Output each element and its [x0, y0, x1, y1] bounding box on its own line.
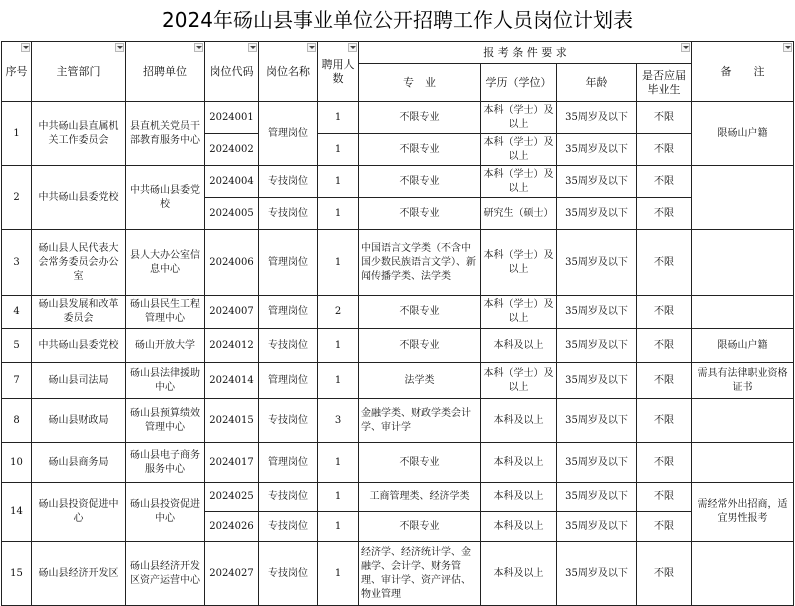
cell-major: 不限专业 [359, 329, 481, 363]
cell-name: 专技岗位 [259, 198, 318, 230]
header-name[interactable]: 岗位名称 [259, 42, 318, 102]
cell-name: 专技岗位 [259, 166, 318, 198]
cell-code: 2024012 [205, 329, 259, 363]
cell-age: 35周岁及以下 [557, 443, 637, 483]
cell-edu: 本科及以上 [481, 483, 557, 512]
cell-age: 35周岁及以下 [557, 329, 637, 363]
cell-major: 经济学、经济统计学、金融学、会计学、财务管理、审计学、资产评估、物业管理 [359, 542, 481, 606]
cell-age: 35周岁及以下 [557, 230, 637, 296]
cell-note [692, 296, 794, 329]
cell-code: 2024015 [205, 399, 259, 443]
cell-note [692, 166, 794, 230]
page-title: 2024年砀山县事业单位公开招聘工作人员岗位计划表 [162, 8, 633, 32]
cell-code: 2024002 [205, 134, 259, 166]
cell-age: 35周岁及以下 [557, 102, 637, 134]
header-edu: 学历（学位） [481, 64, 557, 102]
cell-fresh: 不限 [637, 166, 692, 198]
cell-code: 2024006 [205, 230, 259, 296]
cell-major: 不限专业 [359, 166, 481, 198]
cell-age: 35周岁及以下 [557, 198, 637, 230]
cell-code: 2024001 [205, 102, 259, 134]
cell-name: 管理岗位 [259, 443, 318, 483]
cell-code: 2024014 [205, 363, 259, 399]
cell-count: 1 [318, 483, 359, 512]
header-fresh: 是否应届毕业生 [637, 64, 692, 102]
cell-unit: 砀山县法律援助中心 [126, 363, 205, 399]
filter-dropdown-icon[interactable] [194, 43, 203, 52]
cell-unit: 县人大办公室信息中心 [126, 230, 205, 296]
cell-name: 专技岗位 [259, 329, 318, 363]
cell-code: 2024025 [205, 483, 259, 512]
cell-fresh: 不限 [637, 399, 692, 443]
cell-seq: 5 [2, 329, 32, 363]
cell-code: 2024026 [205, 512, 259, 542]
cell-fresh: 不限 [637, 102, 692, 134]
cell-unit: 砀山县民生工程管理中心 [126, 296, 205, 329]
cell-count: 1 [318, 134, 359, 166]
filter-dropdown-icon[interactable] [783, 43, 792, 52]
cell-code: 2024005 [205, 198, 259, 230]
table-row [2, 399, 794, 443]
cell-edu: 本科及以上 [481, 512, 557, 542]
cell-fresh: 不限 [637, 542, 692, 606]
filter-dropdown-icon[interactable] [115, 43, 124, 52]
cell-edu: 本科（学士）及以上 [481, 102, 557, 134]
cell-dept: 砀山县人民代表大会常务委员会办公室 [32, 230, 126, 296]
cell-name: 管理岗位 [259, 296, 318, 329]
cell-note: 限砀山户籍 [692, 329, 794, 363]
cell-fresh: 不限 [637, 134, 692, 166]
cell-dept: 砀山县司法局 [32, 363, 126, 399]
header-code[interactable]: 岗位代码 [205, 42, 259, 102]
cell-major: 不限专业 [359, 102, 481, 134]
table-row [2, 329, 794, 363]
header-dept[interactable]: 主管部门 [32, 42, 126, 102]
cell-fresh: 不限 [637, 512, 692, 542]
cell-count: 2 [318, 296, 359, 329]
cell-fresh: 不限 [637, 443, 692, 483]
cell-count: 3 [318, 399, 359, 443]
cell-edu: 本科及以上 [481, 542, 557, 606]
cell-count: 1 [318, 329, 359, 363]
cell-note [692, 230, 794, 296]
cell-dept: 砀山县投资促进中心 [32, 483, 126, 542]
cell-edu: 本科（学士）及以上 [481, 363, 557, 399]
cell-dept: 砀山县发展和改革委员会 [32, 296, 126, 329]
header-age: 年龄 [557, 64, 637, 102]
cell-edu: 研究生（硕士） [481, 198, 557, 230]
cell-count: 1 [318, 166, 359, 198]
cell-dept: 砀山县经济开发区 [32, 542, 126, 606]
cell-fresh: 不限 [637, 230, 692, 296]
cell-major: 不限专业 [359, 512, 481, 542]
cell-code: 2024017 [205, 443, 259, 483]
cell-age: 35周岁及以下 [557, 296, 637, 329]
filter-dropdown-icon[interactable] [681, 43, 690, 52]
filter-dropdown-icon[interactable] [348, 43, 357, 52]
cell-note: 需经常外出招商，适宜男性报考 [692, 483, 794, 542]
cell-age: 35周岁及以下 [557, 166, 637, 198]
cell-seq: 8 [2, 399, 32, 443]
cell-dept: 中共砀山县委党校 [32, 329, 126, 363]
cell-dept: 砀山县商务局 [32, 443, 126, 483]
cell-edu: 本科（学士）及以上 [481, 230, 557, 296]
cell-major: 金融学类、财政学类会计学、审计学 [359, 399, 481, 443]
table-row [2, 166, 794, 198]
cell-major: 工商管理类、经济学类 [359, 483, 481, 512]
cell-dept: 中共砀山县直属机关工作委员会 [32, 102, 126, 166]
cell-fresh: 不限 [637, 296, 692, 329]
cell-count: 1 [318, 512, 359, 542]
table-row [2, 296, 794, 329]
cell-seq: 2 [2, 166, 32, 230]
cell-count: 1 [318, 198, 359, 230]
cell-fresh: 不限 [637, 198, 692, 230]
cell-count: 1 [318, 102, 359, 134]
cell-edu: 本科（学士）及以上 [481, 134, 557, 166]
cell-seq: 4 [2, 296, 32, 329]
cell-edu: 本科（学士）及以上 [481, 166, 557, 198]
table-row [2, 483, 794, 512]
job-plan-table [1, 41, 794, 606]
cell-edu: 本科及以上 [481, 443, 557, 483]
cell-fresh: 不限 [637, 483, 692, 512]
cell-unit: 砀山县电子商务服务中心 [126, 443, 205, 483]
cell-unit: 砀山县投资促进中心 [126, 483, 205, 542]
cell-dept: 中共砀山县委党校 [32, 166, 126, 230]
header-count[interactable]: 聘用人数 [318, 42, 359, 102]
cell-note: 限砀山户籍 [692, 102, 794, 166]
cell-count: 1 [318, 443, 359, 483]
cell-name: 专技岗位 [259, 512, 318, 542]
filter-dropdown-icon[interactable] [21, 43, 30, 52]
cell-edu: 本科及以上 [481, 399, 557, 443]
cell-name: 专技岗位 [259, 483, 318, 512]
cell-note [692, 443, 794, 483]
cell-name: 专技岗位 [259, 542, 318, 606]
cell-note [692, 399, 794, 443]
cell-code: 2024004 [205, 166, 259, 198]
cell-name: 专技岗位 [259, 399, 318, 443]
cell-major: 不限专业 [359, 296, 481, 329]
cell-major: 中国语言文学类（不含中国少数民族语言文学）、新闻传播学类、法学类 [359, 230, 481, 296]
cell-edu: 本科及以上 [481, 329, 557, 363]
header-major: 专 业 [359, 64, 481, 102]
table-row [2, 102, 794, 134]
filter-dropdown-icon[interactable] [248, 43, 257, 52]
cell-edu: 本科（学士）及以上 [481, 296, 557, 329]
cell-seq: 15 [2, 542, 32, 606]
cell-fresh: 不限 [637, 329, 692, 363]
cell-name: 管理岗位 [259, 230, 318, 296]
cell-code: 2024007 [205, 296, 259, 329]
cell-fresh: 不限 [637, 363, 692, 399]
cell-dept: 砀山县财政局 [32, 399, 126, 443]
table-row [2, 230, 794, 296]
cell-unit: 砀山开放大学 [126, 329, 205, 363]
cell-age: 35周岁及以下 [557, 134, 637, 166]
table-row [2, 443, 794, 483]
table-row [2, 542, 794, 606]
cell-note: 需具有法律职业资格证书 [692, 363, 794, 399]
cell-major: 不限专业 [359, 134, 481, 166]
cell-major: 不限专业 [359, 443, 481, 483]
cell-age: 35周岁及以下 [557, 512, 637, 542]
cell-age: 35周岁及以下 [557, 542, 637, 606]
cell-major: 法学类 [359, 363, 481, 399]
cell-count: 1 [318, 230, 359, 296]
cell-count: 1 [318, 363, 359, 399]
cell-unit: 县直机关党员干部教育服务中心 [126, 102, 205, 166]
header-seq[interactable]: 序号 [2, 42, 32, 102]
cell-seq: 14 [2, 483, 32, 542]
cell-seq: 10 [2, 443, 32, 483]
cell-unit: 砀山县预算绩效管理中心 [126, 399, 205, 443]
header-conditions[interactable]: 报 考 条 件 要 求 [359, 42, 692, 64]
cell-name: 管理岗位 [259, 363, 318, 399]
cell-age: 35周岁及以下 [557, 399, 637, 443]
cell-unit: 砀山县经济开发区资产运营中心 [126, 542, 205, 606]
header-note[interactable]: 备 注 [692, 42, 794, 102]
cell-name: 管理岗位 [259, 102, 318, 166]
header-unit[interactable]: 招聘单位 [126, 42, 205, 102]
cell-code: 2024027 [205, 542, 259, 606]
cell-major: 不限专业 [359, 198, 481, 230]
cell-seq: 1 [2, 102, 32, 166]
filter-dropdown-icon[interactable] [307, 43, 316, 52]
cell-unit: 中共砀山县委党校 [126, 166, 205, 230]
cell-count: 1 [318, 542, 359, 606]
table-row [2, 363, 794, 399]
cell-seq: 3 [2, 230, 32, 296]
cell-note [692, 542, 794, 606]
cell-age: 35周岁及以下 [557, 483, 637, 512]
cell-seq: 7 [2, 363, 32, 399]
cell-age: 35周岁及以下 [557, 363, 637, 399]
